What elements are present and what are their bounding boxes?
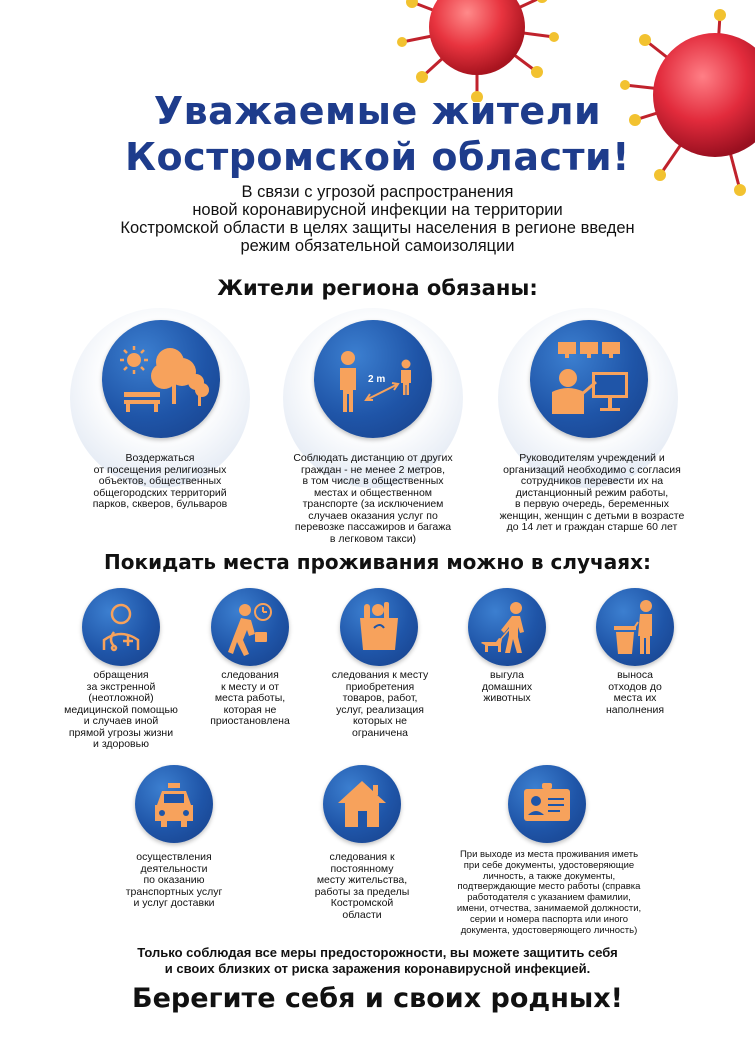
taxi-icon	[135, 765, 213, 843]
park-icon	[102, 320, 220, 438]
title-line-2: Костромской области!	[125, 135, 630, 179]
page-title	[0, 88, 755, 180]
distance-label: 2 m	[368, 374, 386, 385]
id-card-icon	[508, 765, 586, 843]
dog-walking-icon	[468, 588, 546, 666]
footer-warning-line: и своих близких от риска заражения коронавирусной инфекцией.	[164, 961, 591, 976]
intro-line: Костромской области в целях защиты населения в регионе введен	[120, 219, 635, 237]
exception-caption-delivery: осуществления деятельности по оказанию транспортных услуг и услуг доставки	[125, 851, 223, 909]
obligation-caption-park: Воздержаться от посещения религиозных объектов, общественных общегородских территорий парков, скверов, бульваров	[92, 452, 228, 510]
intro-line: новой коронавирусной инфекции на территории	[192, 201, 563, 219]
distance-icon	[314, 320, 432, 438]
home-icon	[323, 765, 401, 843]
coronavirus-illustration-top	[392, 0, 562, 102]
obligation-caption-distance: Соблюдать дистанцию от других граждан - не менее 2 метров, в том числе в общественных местах и общественном транспорте (за исключением случаев оказания услуг по перевозке пассажиров и багажа в легковом такси)	[293, 452, 453, 545]
exception-caption-trash: выноса отходов до места их наполнения	[605, 669, 665, 716]
doctor-icon	[82, 588, 160, 666]
trash-disposal-icon	[596, 588, 674, 666]
exceptions-heading: Покидать места проживания можно в случаях:	[104, 550, 651, 574]
exception-caption-residence: следования к постоянному месту жительства, работы за пределы Костромской области	[314, 851, 410, 921]
remote-work-icon	[530, 320, 648, 438]
shopping-bag-icon	[340, 588, 418, 666]
intro-line: В связи с угрозой распространения	[241, 183, 514, 201]
intro-text	[40, 183, 715, 255]
exception-caption-work: следования к месту и от места работы, которая не приостановлена	[210, 669, 290, 727]
exception-caption-documents: При выходе из места проживания иметь при себе документы, удостоверяющие личность, а также документы, подтверждающие место работы (справка работодателя с указанием фамилии, имени, отчества, занимаемой должности, серии и номера паспорта или иного документа, удостоверяющего личность)	[456, 849, 642, 936]
footer-warning-line: Только соблюдая все меры предосторожности, вы можете защитить себя	[137, 945, 618, 960]
obligations-heading: Жители региона обязаны:	[217, 276, 538, 300]
intro-line: режим обязательной самоизоляции	[240, 237, 515, 255]
commute-icon	[211, 588, 289, 666]
title-line-1: Уважаемые жители	[153, 89, 602, 133]
footer-warning	[40, 945, 715, 977]
exception-caption-shopping: следования к месту приобретения товаров, работ, услуг, реализация которых не ограничена	[331, 669, 429, 739]
footer-slogan: Берегите себя и своих родных!	[132, 983, 623, 1014]
obligation-caption-remote-work: Руководителям учреждений и организаций необходимо с согласия сотрудников перевести их на дистанционный режим работы, в первую очередь, беременных женщин, женщин с детьми в возрасте до 14 лет и граждан старше 60 лет	[499, 452, 685, 533]
exception-caption-medical: обращения за экстренной (неотложной) медицинской помощью и случаев иной прямой угрозы жизни и здоровью	[64, 669, 178, 750]
exception-caption-pets: выгула домашних животных	[481, 669, 533, 704]
